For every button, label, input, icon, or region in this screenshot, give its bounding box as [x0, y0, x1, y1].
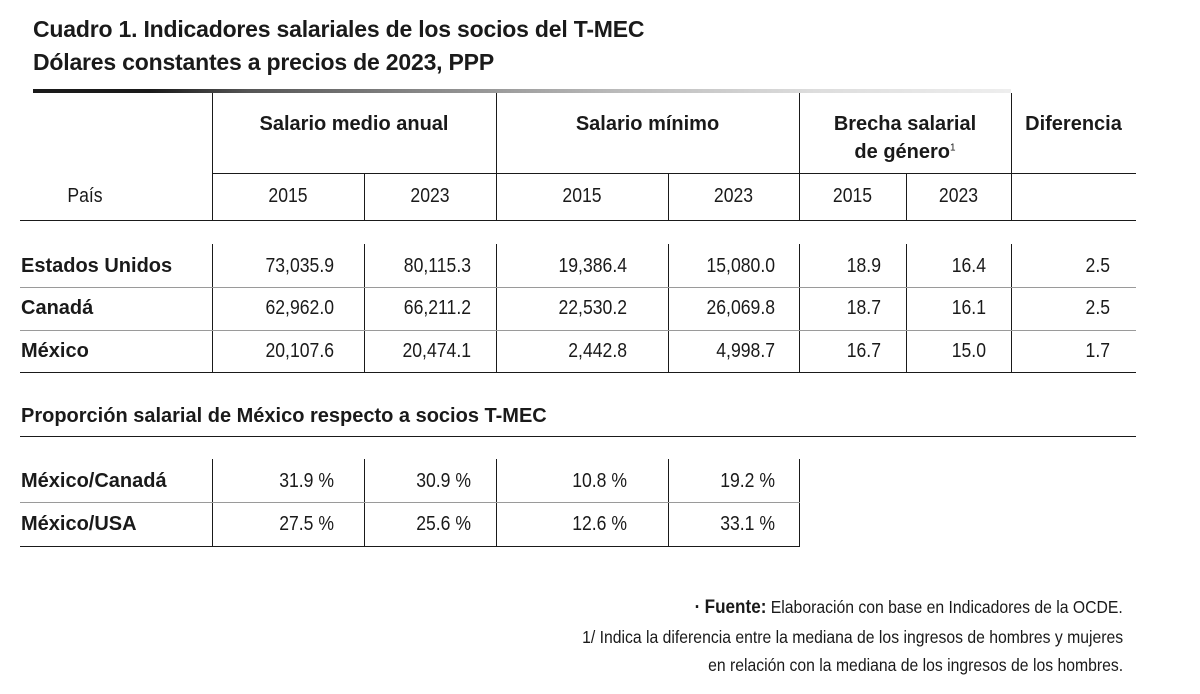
table-cell: 15,080.0 [706, 255, 775, 277]
table-cell: 27.5 % [279, 513, 334, 535]
table-bottom-border [20, 372, 1136, 373]
divider [212, 459, 213, 547]
year-header: 2023 [410, 185, 450, 207]
divider [1011, 244, 1012, 372]
table-cell: 19.2 % [720, 470, 775, 492]
table-cell: 22,530.2 [558, 297, 627, 319]
divider [20, 220, 1136, 221]
header-brecha-line1: Brecha salarial [833, 113, 977, 135]
header-diferencia: Diferencia [1025, 113, 1122, 135]
source-label: Fuente: [704, 597, 767, 618]
header-salario-medio: Salario medio anual [259, 113, 449, 135]
header-salario-minimo: Salario mínimo [575, 113, 720, 135]
table-cell: 2,442.8 [568, 340, 627, 362]
divider [799, 459, 800, 547]
year-header: 2023 [938, 185, 979, 207]
table-cell: 10.8 % [572, 470, 627, 492]
table-cell: 20,107.6 [265, 340, 334, 362]
table-subtitle: Dólares constantes a precios de 2023, PPP [33, 49, 494, 75]
proporcion-title: Proporción salarial de México respecto a socios T-MEC [21, 405, 547, 427]
year-header: 2015 [268, 185, 308, 207]
divider [496, 459, 497, 547]
year-header: 2023 [713, 185, 754, 207]
divider [364, 459, 365, 547]
table-cell: 15.0 [951, 340, 986, 362]
row-label: México/Canadá [21, 470, 167, 492]
divider [364, 174, 365, 221]
header-pais: País [67, 185, 103, 207]
table-cell: 25.6 % [416, 513, 471, 535]
year-header: 2015 [562, 185, 602, 207]
divider [799, 244, 800, 372]
row-divider [20, 287, 1136, 288]
footnote-line: 1/ Indica la diferencia entre la mediana de los ingresos de hombres y mujeres [581, 627, 1123, 647]
table-cell: 30.9 % [416, 470, 471, 492]
row-divider [20, 502, 800, 503]
divider [212, 244, 213, 372]
table-cell: 2.5 [1085, 255, 1110, 277]
divider [668, 174, 669, 221]
divider [906, 244, 907, 372]
source-note [695, 597, 1123, 619]
table-cell: 26,069.8 [706, 297, 775, 319]
row-label: México [21, 340, 89, 362]
table-cell: 12.6 % [572, 513, 627, 535]
table-bottom-border [20, 546, 800, 547]
row-label: México/USA [21, 513, 137, 535]
divider [20, 436, 1136, 437]
table-cell: 4,998.7 [716, 340, 775, 362]
divider [906, 174, 907, 221]
table-cell: 2.5 [1085, 297, 1110, 319]
table-cell: 19,386.4 [558, 255, 627, 277]
year-header: 2015 [832, 185, 873, 207]
table-cell: 18.7 [846, 297, 881, 319]
table-cell: 18.9 [846, 255, 881, 277]
table-cell: 16.7 [846, 340, 881, 362]
table-title: Cuadro 1. Indicadores salariales de los socios del T-MEC [33, 16, 645, 42]
table-cell: 20,474.1 [402, 340, 471, 362]
table-cell: 62,962.0 [265, 297, 334, 319]
table-cell: 73,035.9 [265, 255, 334, 277]
divider [496, 244, 497, 372]
table-cell: 16.4 [951, 255, 986, 277]
table-cell: 80,115.3 [403, 255, 471, 277]
source-text: Elaboración con base en Indicadores de la OCDE. [771, 597, 1123, 617]
divider [668, 459, 669, 547]
footnote-marker: 1 [950, 142, 956, 154]
table-cell: 33.1 % [720, 513, 775, 535]
divider [212, 173, 1136, 174]
table-cell: 1.7 [1085, 340, 1110, 362]
table-cell: 16.1 [951, 297, 986, 319]
title-underline [33, 89, 1011, 93]
header-brecha-line2: de género$^1$ [854, 141, 956, 163]
divider [668, 244, 669, 372]
row-label: Estados Unidos [21, 255, 173, 277]
table-cell: 66,211.2 [403, 297, 471, 319]
bullet-icon: · [694, 597, 701, 618]
row-divider [20, 330, 1136, 331]
row-label: Canadá [21, 297, 94, 319]
table-cell: 31.9 % [279, 470, 334, 492]
divider [364, 244, 365, 372]
footnote-line: en relación con la mediana de los ingresos de los hombres. [708, 655, 1123, 675]
